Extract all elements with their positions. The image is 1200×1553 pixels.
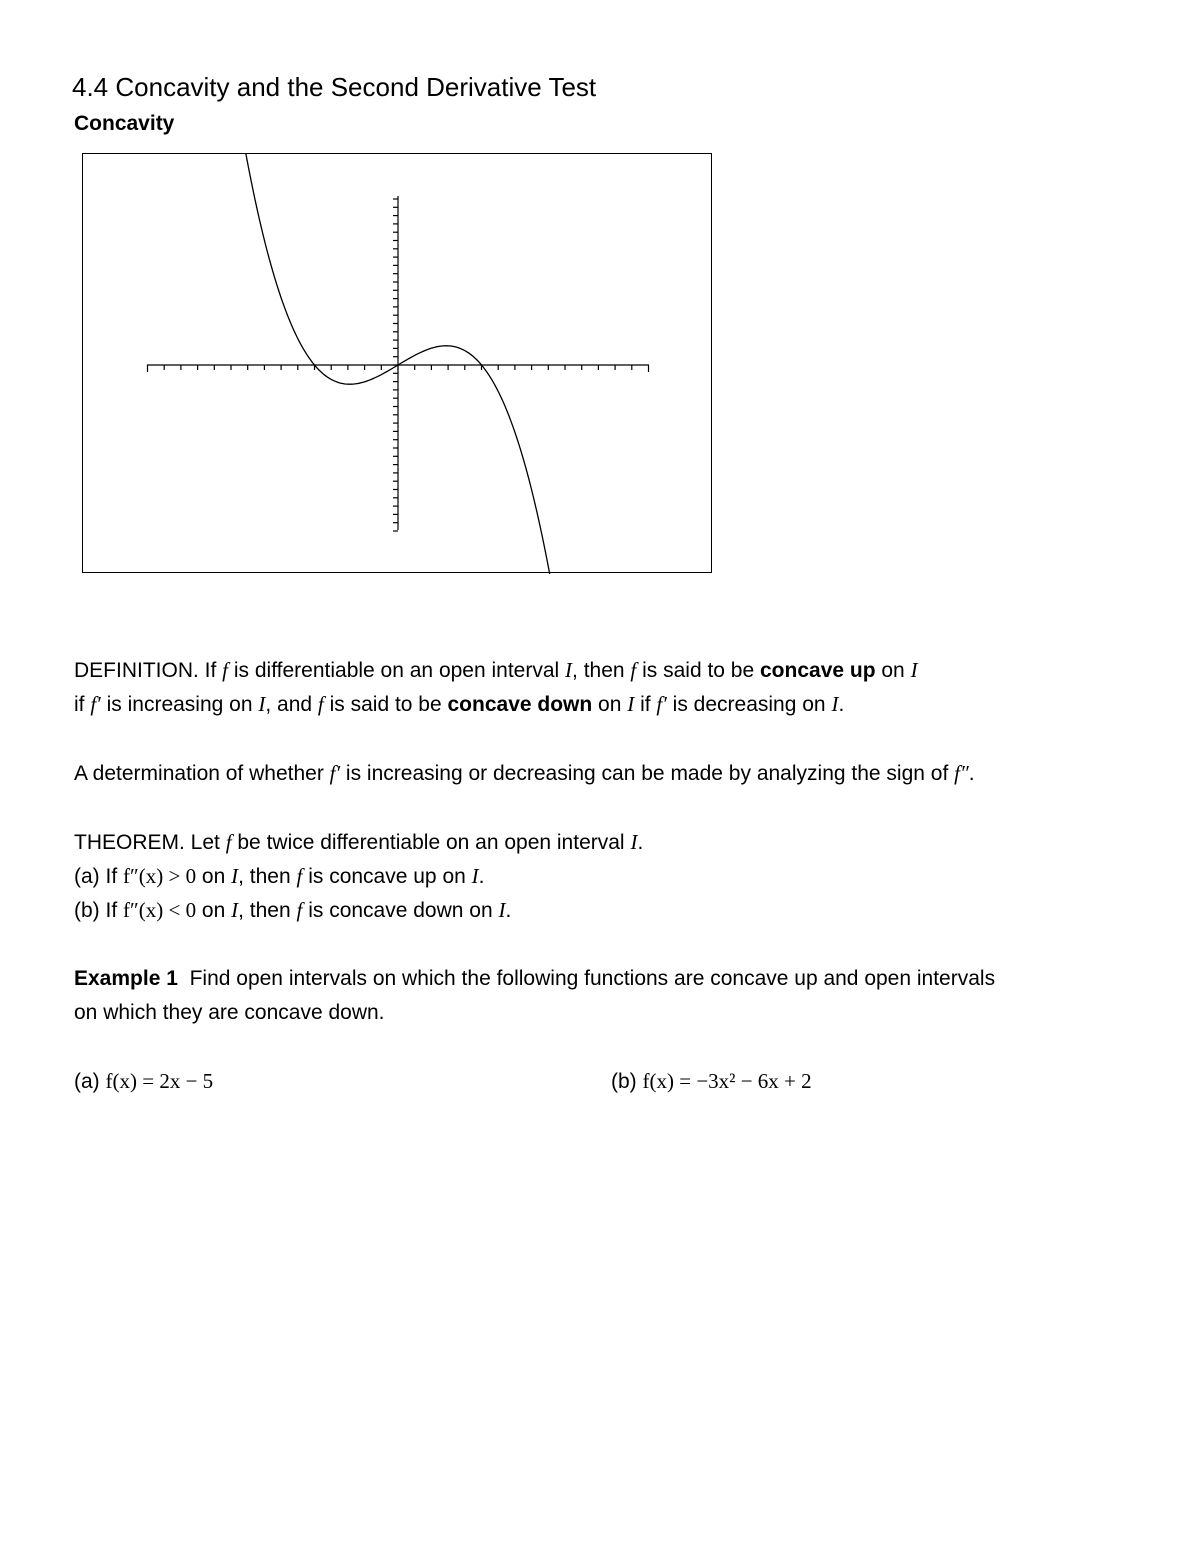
example-1-part-b: (b) f(x) = −3x² − 6x + 2 [611,1069,812,1093]
example-1-part-a: (a) f(x) = 2x − 5 [74,1069,214,1093]
example-1-label: Example 1 [74,967,178,990]
example-1-line-2: on which they are concave down. [74,1001,385,1024]
section-heading: Concavity [74,112,175,135]
concave-up-term: concave up [760,659,876,682]
concave-down-term: concave down [447,693,593,716]
definition-line-2: if f′ is increasing on I, and f is said to be concave down on I if f′ is decreasing on I. [74,692,845,716]
theorem-heading: THEOREM. Let f be twice differentiable on an open interval I. [74,830,644,854]
page-title: 4.4 Concavity and the Second Derivative Test [72,72,597,102]
concavity-graph-figure [82,153,712,573]
theorem-part-b: (b) If f″(x) < 0 on I, then f is concave down on I. [74,898,512,922]
example-1-line-1: Example 1 Find open intervals on which the following functions are concave up and open intervals [74,967,996,990]
theorem-part-a: (a) If f″(x) > 0 on I, then f is concave up on I. [74,864,485,888]
definition-line-1: DEFINITION. If f is differentiable on an open interval I, then f is said to be concave up on I [74,658,918,682]
concavity-graph [83,154,713,574]
determination-sentence: A determination of whether f′ is increasing or decreasing can be made by analyzing the sign of f″. [74,761,975,785]
